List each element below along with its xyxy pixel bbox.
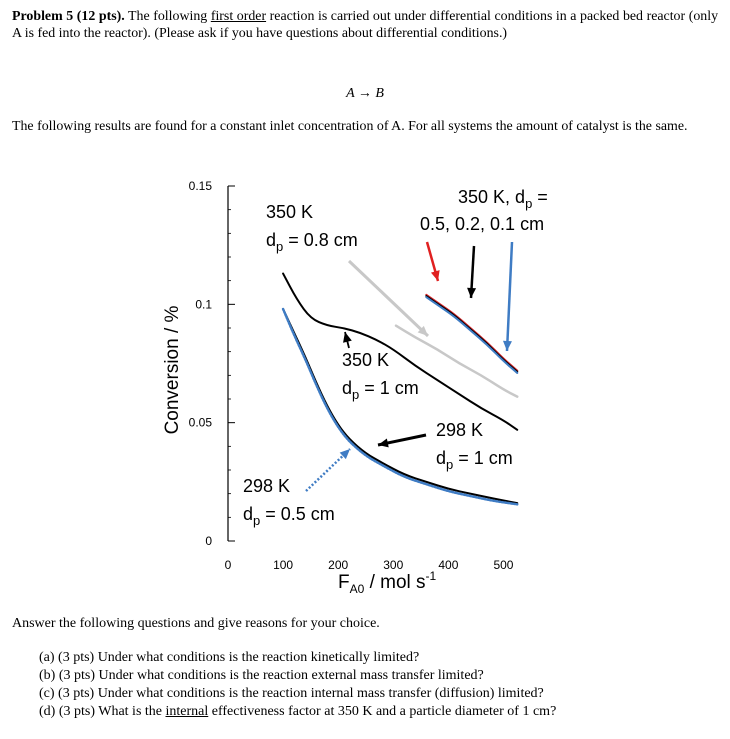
x-tick-label: 100 bbox=[273, 558, 294, 572]
annotation-350k-1-line2: $d_p = 1$ cm bbox=[342, 378, 419, 402]
annotation-298k-05-line1: 298 K bbox=[243, 476, 291, 496]
arrow-blue-head bbox=[503, 341, 512, 351]
results-text: The following results are found for a constant inlet concentration of A. For all systems the amount of catalyst is the same. bbox=[12, 119, 688, 134]
question-d-underlined: internal bbox=[165, 704, 209, 719]
problem-statement bbox=[12, 8, 718, 42]
x-tick-label: 400 bbox=[438, 558, 459, 572]
series-line-4 bbox=[283, 274, 517, 430]
annotation-350k-multi-line2: 0.5, 0.2, 0.1 cm bbox=[420, 214, 545, 234]
question-d bbox=[39, 703, 556, 720]
question-a: (a) (3 pts) Under what conditions is the reaction kinetically limited? bbox=[39, 650, 420, 665]
conversion-chart bbox=[0, 170, 730, 615]
question-c: (c) (3 pts) Under what conditions is the reaction internal mass transfer (diffusion) limited? bbox=[39, 686, 544, 701]
arrow-black-head bbox=[467, 288, 476, 298]
y-tick-label: 0.05 bbox=[188, 415, 212, 430]
reaction-equation: A → B bbox=[346, 86, 384, 101]
x-axis-label: $F_{A0}$ / mol $s^{-1}$ bbox=[338, 569, 437, 596]
x-tick-label: 300 bbox=[383, 558, 404, 572]
annotation-350k-multi-line1: 350 K, $d_p$ = bbox=[458, 187, 548, 211]
first-order-text: first order bbox=[210, 9, 267, 24]
arrow-blue bbox=[507, 242, 512, 351]
annotation-298k-1-line2: $d_p = 1$ cm bbox=[436, 448, 513, 472]
annotation-298k-05-line2: $d_p = 0.5$ cm bbox=[243, 504, 335, 528]
x-tick-label: 0 bbox=[224, 558, 232, 572]
annotation-350k-08-line2: $d_p = 0.8$ cm bbox=[266, 230, 358, 254]
arrow-350k-08 bbox=[349, 261, 428, 336]
problem-text-2: reaction is carried out under differential conditions in a packed bed reactor (only A is fed into the reactor). (Please ask if you have questions about differential conditions.) bbox=[12, 9, 719, 41]
series-line-2 bbox=[426, 297, 517, 373]
questions-intro: Answer the following questions and give reasons for your choice. bbox=[12, 616, 380, 631]
x-tick-label: 200 bbox=[328, 558, 349, 572]
question-b: (b) (3 pts) Under what conditions is the reaction external mass transfer limited? bbox=[39, 668, 484, 683]
y-axis-label: Conversion / % bbox=[162, 305, 183, 435]
y-tick-label: 0.1 bbox=[195, 297, 212, 312]
x-tick-label: 500 bbox=[493, 558, 514, 572]
y-tick-label: 0 bbox=[205, 534, 212, 548]
annotation-350k-08-line1: 350 K bbox=[266, 202, 314, 222]
problem-heading: Problem 5 (12 pts). bbox=[12, 9, 125, 24]
question-d-post: effectiveness factor at 350 K and a particle diameter of 1 cm? bbox=[208, 704, 557, 719]
annotation-298k-1-line1: 298 K bbox=[436, 420, 484, 440]
question-d-pre: (d) (3 pts) What is the bbox=[39, 704, 166, 719]
y-tick-label: 0.15 bbox=[188, 179, 212, 193]
problem-text-1: The following bbox=[124, 9, 211, 24]
annotation-350k-1-line1: 350 K bbox=[342, 350, 390, 370]
arrow-350k-1-head bbox=[343, 332, 352, 343]
